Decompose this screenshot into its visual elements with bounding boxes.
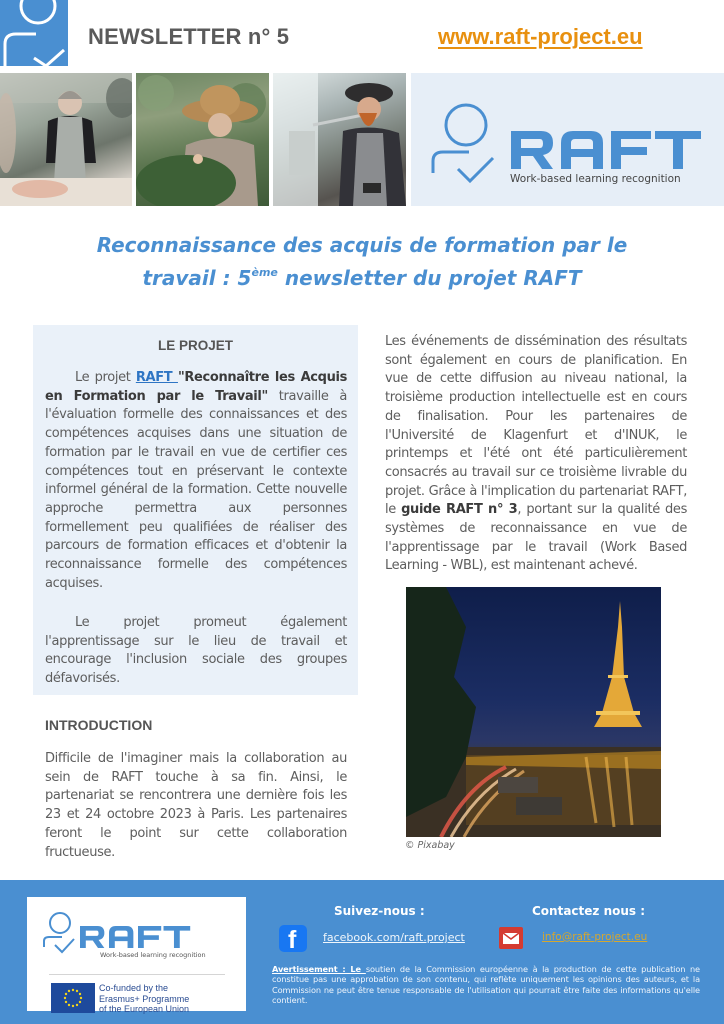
- photo-gardener-hat: [136, 73, 269, 206]
- disclaimer: [272, 964, 700, 1005]
- disclaimer-text: soutien de la Commission européenne à la production de cette publication ne constitue pas une approbation de son contenu, qui reflète uniquement les opinions des auteurs, et la Commission ne peut être tenue responsable de l'utilisation qui pourrait être faite des informations qu'elle contient.: [272, 964, 700, 1005]
- project-p1-lead: Le projet: [75, 370, 136, 385]
- project-p1-bold: "Reconnaître les Acquis en Formation par le Travail": [45, 370, 347, 404]
- photo-caption: © Pixabay: [405, 840, 455, 851]
- corner-logo-icon: [0, 0, 68, 66]
- mail-icon[interactable]: [499, 927, 523, 949]
- headline-superscript: ème: [251, 266, 278, 279]
- brand-tagline: Work-based learning recognition: [510, 173, 681, 185]
- footer-tagline: Work-based learning recognition: [100, 951, 206, 959]
- project-paragraph-1: [45, 369, 347, 593]
- facebook-icon[interactable]: f: [279, 925, 307, 952]
- headline: [40, 232, 684, 292]
- raft-project-link[interactable]: RAFT: [135, 370, 178, 385]
- raft-wordmark: [511, 131, 701, 169]
- raft-logo-banner: [411, 73, 724, 206]
- project-p2-text: Le projet promeut également l'apprentissage sur le lieu de travail et encourage l'inclusion sociale des groupes défavorisés.: [45, 615, 347, 687]
- eu-line-2: Erasmus+ Programme: [99, 993, 190, 1004]
- eu-line-3: of the European Union: [99, 1004, 190, 1014]
- disclaimer-label: Avertissement : Le: [272, 964, 366, 974]
- follow-us-title: Suivez-nous :: [334, 904, 425, 918]
- headline-line2-suffix: newsletter du projet RAFT: [277, 266, 582, 290]
- project-box: [33, 325, 358, 695]
- newsletter-title: NEWSLETTER n° 5: [88, 24, 290, 49]
- dissemination-text-b: , portant sur la qualité des systèmes de reconnaissance en vue de l'apprentissage par le travail (Work Based Learning - WBL), est maintenant achevé.: [385, 502, 687, 574]
- dissemination-text-a: Les événements de dissémination des résultats sont également en cours de planification. En vue de cette diffusion au niveau national, la troisième production intellectuelle est en cours de finalisation. Pour les partenaires de l'Université de Klagenfurt et d'INUK, le printemps et l'été ont été particulièrement consacrés au travail sur ce troisième livrable du projet. Grâce à l'implication du partenariat RAFT, le: [385, 334, 687, 518]
- website-link[interactable]: www.raft-project.eu: [438, 24, 643, 49]
- eu-cofunding-text: [99, 983, 189, 1015]
- introduction-text: Difficile de l'imaginer mais la collaboration au sein de RAFT touche à sa fin. Ainsi, le partenariat se rencontrera une dernière fois les 23 et 24 octobre 2023 à Paris. Les partenaires feront le point sur cette collaboration fructueuse.: [45, 751, 347, 860]
- dissemination-paragraph: [385, 333, 687, 576]
- photo-cook-apron: [0, 73, 132, 206]
- headline-line2: [40, 259, 684, 292]
- project-box-title: LE PROJET: [157, 338, 233, 353]
- footer-raft-wordmark: [80, 926, 190, 948]
- raft-person-check-icon: [433, 105, 493, 181]
- facebook-link[interactable]: facebook.com/raft.project: [323, 931, 465, 944]
- project-paragraph-2: [45, 614, 347, 689]
- email-link[interactable]: info@raft-project.eu: [542, 931, 648, 943]
- eiffel-tower-photo: [406, 587, 661, 837]
- headline-line2-prefix: travail : 5: [142, 266, 252, 290]
- contact-us-title: Contactez nous :: [532, 904, 646, 918]
- photo-barista-beard: [273, 73, 406, 206]
- footer-divider: [49, 974, 225, 975]
- introduction-title: INTRODUCTION: [45, 717, 153, 733]
- project-p1-rest: travaille à l'évaluation formelle des connaissances et des compétences acquises dans une situation de formation par le travail en vue de certifier ces compétences tout en préservant le contexte informel général de la formation. Cette nouvelle approche permettra aux personnes formellement peu qualifiées de réaliser des parcours de formation efficaces et d'obtenir la reconnaissance formelle des compétences acquises.: [45, 388, 347, 591]
- eu-flag-icon: [51, 983, 95, 1013]
- headline-line1: Reconnaissance des acquis de formation par le: [96, 233, 628, 257]
- eu-line-1: Co-funded by the: [99, 983, 169, 993]
- footer-raft-person-check-icon: [44, 913, 74, 952]
- footer-logo-card: [27, 897, 246, 1014]
- guide-raft-3-bold: guide RAFT n° 3: [401, 502, 518, 518]
